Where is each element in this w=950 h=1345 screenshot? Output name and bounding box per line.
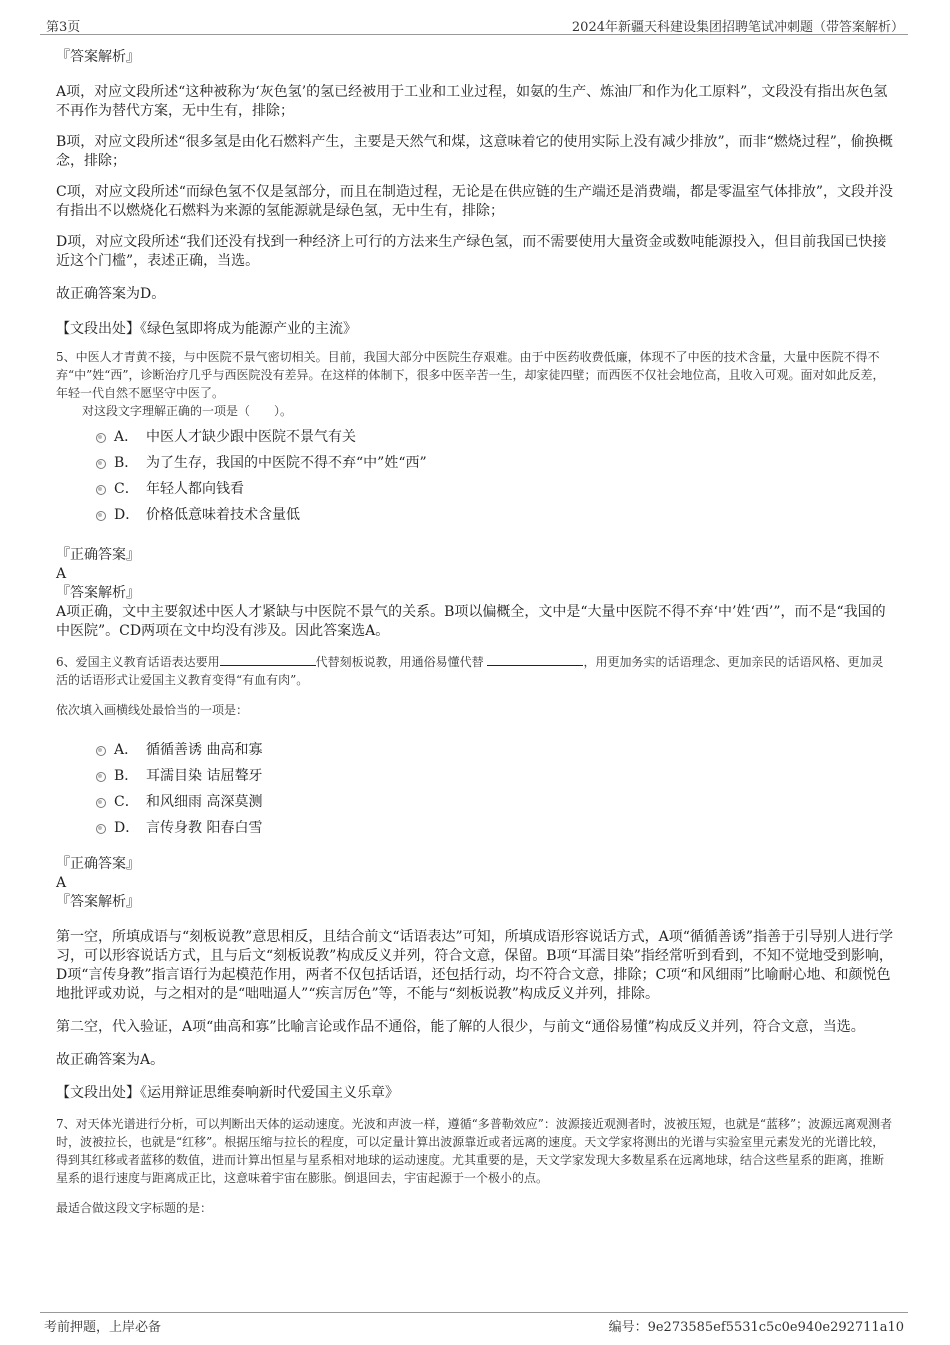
blank-line-1 [220, 653, 316, 666]
page-footer [40, 1312, 908, 1333]
q6-prompt: 依次填入画横线处最恰当的一项是： [56, 703, 249, 717]
page-number: 第3页 [46, 20, 81, 35]
q6-analysis-1: 第一空，所填成语与“刻板说教”意思相反，且结合前文“话语表达”可知，所填成语形容说话方式，A项“循循善诱”指善于引导别人进行学习，可以形容说话方式，且与后文“刻板说教”构成反义并列，符合文意，保留。B项“耳濡目染”指经常听到看到，不知不觉地受到影响，D项“言传身教”指言语行为起模范作用，两者不仅包括话语，还包括行动，均不符合文意，排除；C项“和风细雨”比喻耐心地、和颜悦色地批评或劝说，与之相对的是“咄咄逼人”“疾言厉色”等，不能与“刻板说教”构成反义并列，排除。 [56, 929, 894, 1002]
q6-options [56, 737, 894, 841]
q6-option-b[interactable]: B． 耳濡目染 诘屈聱牙 [56, 763, 894, 789]
q5-option-d[interactable]: D． 价格低意味着技术含量低 [56, 502, 894, 528]
q4-analysis-b: B项，对应文段所述“很多氢是由化石燃料产生，主要是天然气和煤，这意味着它的使用实际上没有减少排放”，而非“燃烧过程”，偷换概念，排除； [56, 134, 893, 169]
document-code: 编号：9e273585ef5531c5c0e940e292711a10 [608, 1320, 904, 1335]
q5-answer-title: 『正确答案』 [56, 547, 140, 563]
q6-option-a[interactable]: A． 循循善诱 曲高和寡 [56, 737, 894, 763]
q5-analysis: A项正确，文中主要叙述中医人才紧缺与中医院不景气的关系。B项以偏概全，文中是“大量中医院不得不弃‘中’姓‘西’”，而不是“我国的中医院”。CD两项在文中均没有涉及。因此答案选A。 [56, 604, 886, 639]
q5-prompt: 对这段文字理解正确的一项是（ ）。 [82, 404, 293, 418]
q6-answer-title: 『正确答案』 [56, 856, 140, 872]
q5-stem: 5、中医人才青黄不接，与中医院不景气密切相关。目前，我国大部分中医院生存艰难。由于中医药收费低廉，体现不了中医的技术含量，大量中医院不得不弃“中”姓“西”，诊断治疗几乎与西医院没有差异。在这样的体制下，很多中医辛苦一生，却家徒四壁；而西医不仅社会地位高，且收入可观。面对如此反差，年轻一代自然不愿坚守中医了。 [56, 350, 885, 400]
q5-options [56, 424, 894, 528]
q4-analysis-title: 『答案解析』 [56, 49, 140, 65]
q6-analysis-2: 第二空，代入验证，A项“曲高和寡”比喻言论或作品不通俗，能了解的人很少，与前文“通俗易懂”构成反义并列，符合文意，当选。 [56, 1019, 865, 1035]
footer-slogan: 考前押题，上岸必备 [44, 1320, 162, 1335]
radio-icon[interactable] [96, 433, 106, 443]
q4-analysis-d: D项，对应文段所述“我们还没有找到一种经济上可行的方法来生产绿色氢，而不需要使用大量资金或数吨能源投入，但目前我国已快接近这个门槛”，表述正确，当选。 [56, 234, 887, 269]
q4-conclusion: 故正确答案为D。 [56, 286, 166, 302]
q5-analysis-title: 『答案解析』 [56, 585, 140, 601]
q7-stem: 7、对天体光谱进行分析，可以判断出天体的运动速度。光波和声波一样，遵循“多普勒效应”：波源接近观测者时，波被压短，也就是“蓝移”；波源远离观测者时，波被拉长，也就是“红移”。根据压缩与拉长的程度，可以定量计算出波源靠近或者远离的速度。天文学家将测出的光谱与实验室里元素发光的光谱比较，得到其红移或者蓝移的数值，进而计算出恒星与星系相对地球的运动速度。尤其重要的是，天文学家发现大多数星系在远离地球，结合这些星系的距离，推断星系的退行速度与距离成正比，这意味着宇宙在膨胀。倒退回去，宇宙起源于一个极小的点。 [56, 1117, 893, 1185]
page-content [56, 44, 894, 1217]
radio-icon[interactable] [96, 485, 106, 495]
q5-answer: A [56, 566, 67, 582]
radio-icon[interactable] [96, 459, 106, 469]
q7-prompt: 最适合做这段文字标题的是： [56, 1201, 213, 1215]
q5-option-a[interactable]: A． 中医人才缺少跟中医院不景气有关 [56, 424, 894, 450]
radio-icon[interactable] [96, 772, 106, 782]
radio-icon[interactable] [96, 798, 106, 808]
q5-option-c[interactable]: C． 年轻人都向钱看 [56, 476, 894, 502]
q6-option-c[interactable]: C． 和风细雨 高深莫测 [56, 789, 894, 815]
q6-source: 【文段出处】《运用辩证思维奏响新时代爱国主义乐章》 [56, 1085, 399, 1101]
radio-icon[interactable] [96, 511, 106, 521]
page-header [40, 14, 908, 35]
blank-line-2 [487, 653, 583, 666]
q4-analysis-c: C项，对应文段所述“而绿色氢不仅是氢部分，而且在制造过程，无论是在供应链的生产端还是消费端，都是零温室气体排放”，文段并没有指出不以燃烧化石燃料为来源的氢能源就是绿色氢，无中生有，排除； [56, 184, 894, 219]
radio-icon[interactable] [96, 824, 106, 834]
q6-option-d[interactable]: D． 言传身教 阳春白雪 [56, 815, 894, 841]
document-title: 2024年新疆天科建设集团招聘笔试冲刺题（带答案解析） [571, 20, 904, 35]
q4-analysis-a: A项，对应文段所述“这种被称为‘灰色氢’的氢已经被用于工业和工业过程，如氨的生产、炼油厂和作为化工原料”，文段没有指出灰色氢不再作为替代方案，无中生有，排除； [56, 84, 888, 119]
radio-icon[interactable] [96, 746, 106, 756]
q4-source: 【文段出处】《绿色氢即将成为能源产业的主流》 [56, 321, 357, 337]
q6-analysis-title: 『答案解析』 [56, 894, 140, 910]
q6-answer: A [56, 875, 67, 891]
q6-stem: 6、爱国主义教育话语表达要用 代替刻板说教，用通俗易懂代替 ，用更加务实的话语理念、更加亲民的话语风格、更加灵活的话语形式让爱国主义教育变得“有血有肉”。 [56, 655, 884, 687]
q5-option-b[interactable]: B． 为了生存，我国的中医院不得不弃“中”姓“西” [56, 450, 894, 476]
q6-conclusion: 故正确答案为A。 [56, 1052, 165, 1068]
